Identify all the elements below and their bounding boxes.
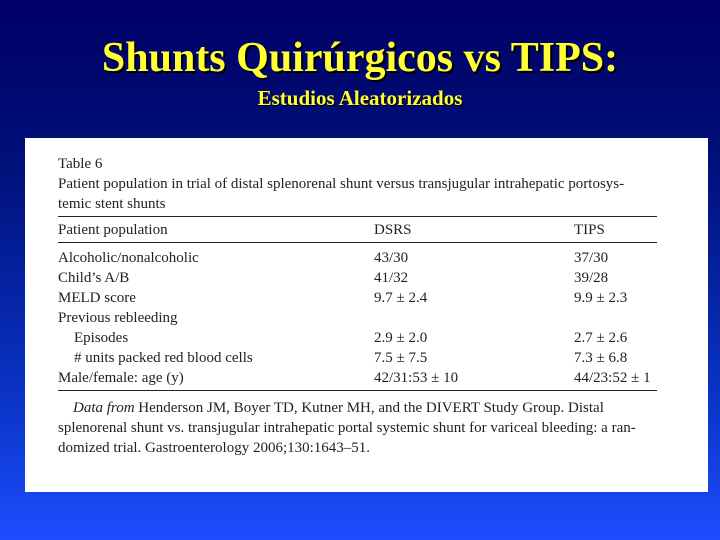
header-tips: TIPS [574,222,605,238]
row-label: Alcoholic/nonalcoholic [58,250,199,266]
table-label: Table 6 [58,156,103,172]
row-tips: 7.3 ± 6.8 [574,350,628,366]
table-header-rule [58,242,657,243]
row-label: Male/female: age (y) [58,370,184,386]
table-caption-line-2: temic stent shunts [58,196,166,212]
footnote-line-1-text: Henderson JM, Boyer TD, Kutner MH, and the DIVERT Study Group. Distal [134,400,604,416]
table-row [58,268,657,288]
table-top-rule [58,216,657,217]
table-panel [25,138,708,492]
footnote-italic-lead: Data from [73,400,135,416]
table-row [58,328,657,348]
table-bottom-rule [58,390,657,391]
table-row [58,368,657,388]
row-label: MELD score [58,290,136,306]
table-footnote [58,398,658,458]
row-dsrs: 43/30 [374,250,409,266]
row-dsrs: 2.9 ± 2.0 [374,330,428,346]
slide-title: Shunts Quirúrgicos vs TIPS: [101,35,619,81]
footnote-line-3: domized trial. Gastroenterology 2006;130:1643–51. [58,440,371,456]
row-tips: 39/28 [574,270,609,286]
row-tips: 9.9 ± 2.3 [574,290,628,306]
table-caption [58,174,658,214]
table-caption-line-1: Patient population in trial of distal splenorenal shunt versus transjugular intrahepatic portosys- [58,176,625,192]
row-label: # units packed red blood cells [74,350,253,366]
row-dsrs: 9.7 ± 2.4 [374,290,428,306]
footnote-line-1 [58,398,658,418]
row-label: Child’s A/B [58,270,130,286]
footnote-line-2: splenorenal shunt vs. transjugular intrahepatic portal systemic shunt for variceal bleeding: a ran- [58,420,636,436]
table-row [58,348,657,368]
row-dsrs: 42/31:53 ± 10 [374,370,459,386]
table-header-row [58,220,657,240]
row-label: Episodes [74,330,129,346]
table-row [58,308,657,328]
row-tips: 37/30 [574,250,609,266]
row-tips: 2.7 ± 2.6 [574,330,628,346]
header-patient-population: Patient population [58,222,168,238]
row-label: Previous rebleeding [58,310,178,326]
row-dsrs: 41/32 [374,270,409,286]
row-dsrs: 7.5 ± 7.5 [374,350,428,366]
header-dsrs: DSRS [374,222,412,238]
table-row [58,248,657,268]
slide-subtitle: Estudios Aleatorizados [257,86,463,110]
table-row [58,288,657,308]
row-tips: 44/23:52 ± 1 [574,370,651,386]
